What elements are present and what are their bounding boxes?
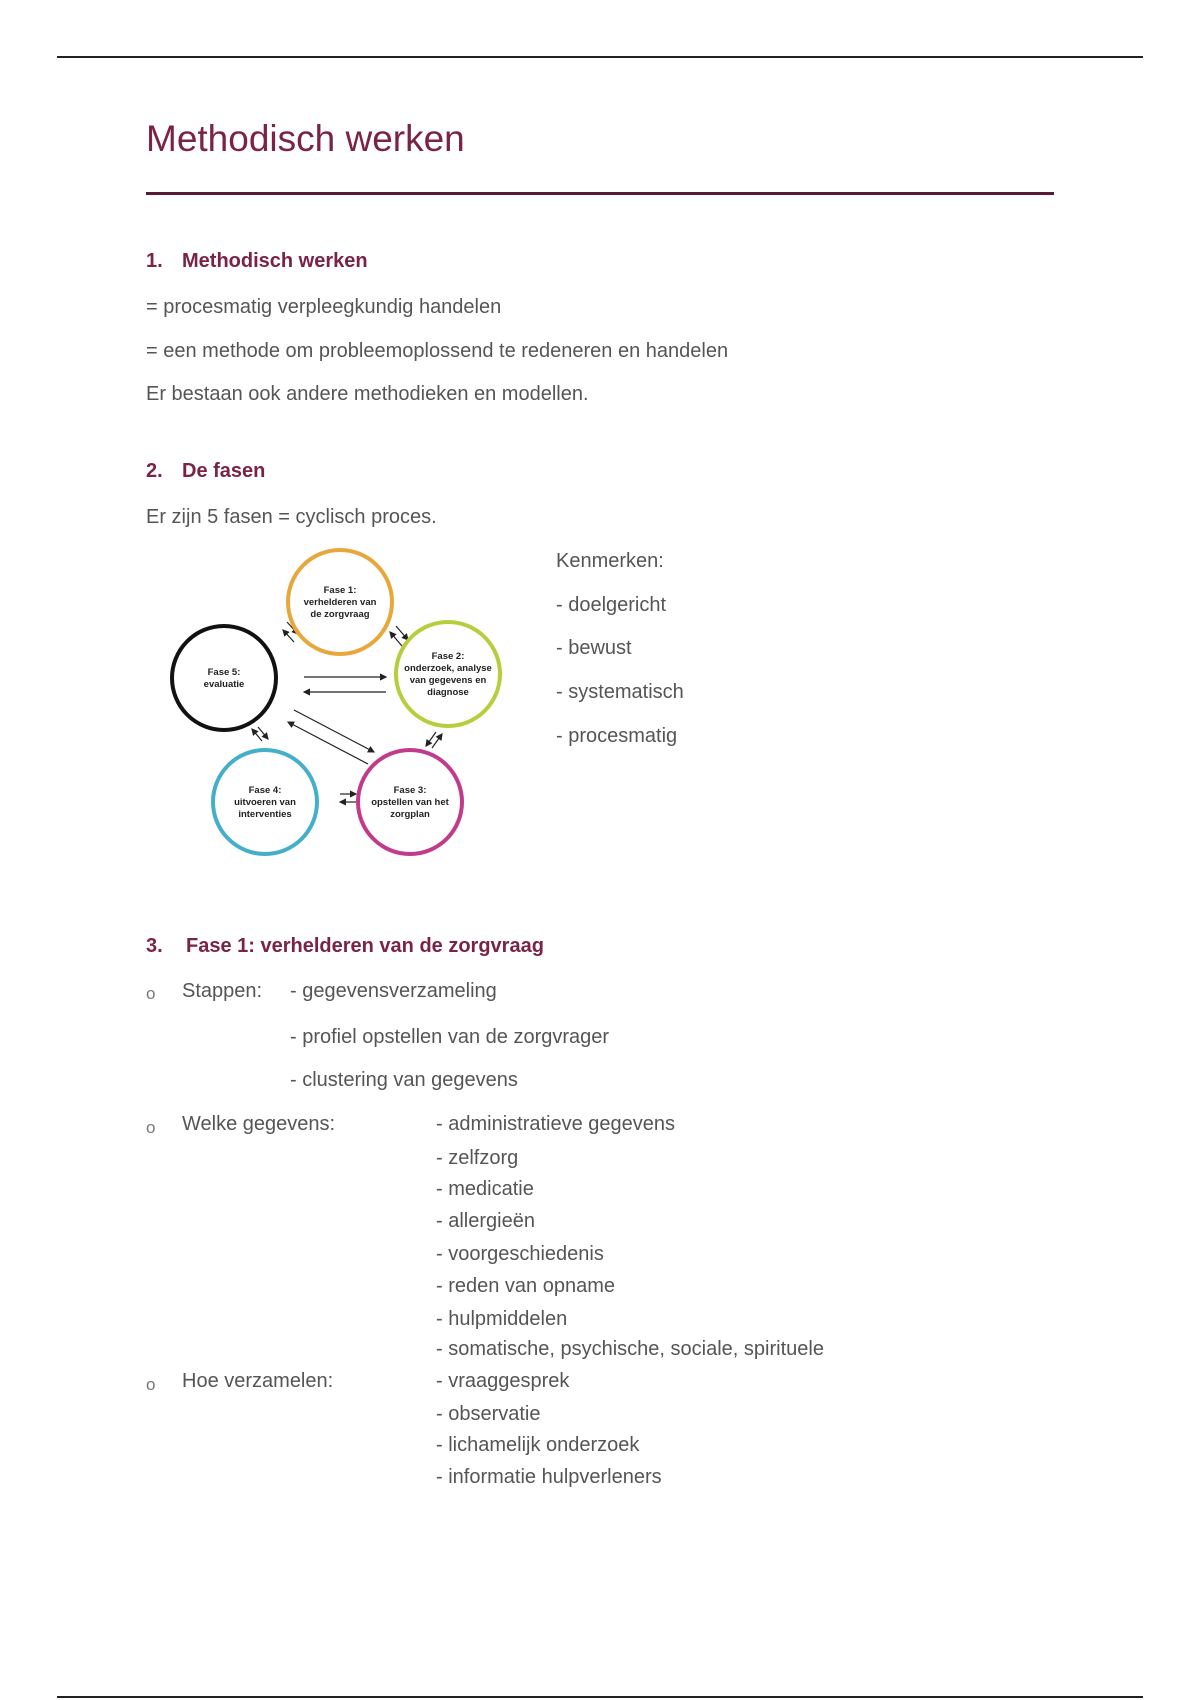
fase-2-label: diagnose (427, 687, 469, 698)
kenmerk-item: - procesmatig (556, 725, 678, 747)
section-2-title: De fasen (182, 460, 266, 482)
section-1-heading (146, 250, 368, 273)
arrow-1-to-2 (396, 626, 408, 640)
stappen-item: - gegevensverzameling (290, 980, 497, 1002)
verzamelen-item: - observatie (436, 1403, 541, 1425)
bullet-stappen: o (146, 984, 156, 1003)
fase-2-circle (396, 622, 500, 726)
gegevens-item: - administratieve gegevens (436, 1113, 676, 1135)
kenmerk-item: - bewust (556, 637, 632, 659)
section-1-title: Methodisch werken (182, 250, 368, 272)
title-underline (146, 192, 1054, 195)
label-stappen: Stappen: (182, 980, 263, 1002)
section-3-number: 3. (146, 935, 163, 957)
section-2-heading (146, 460, 265, 483)
fase-3-label: Fase 3: (393, 785, 427, 796)
verzamelen-item: - vraaggesprek (436, 1370, 570, 1392)
section-1-line-2: = een methode om probleemoplossend te redeneren en handelen (146, 340, 729, 362)
fase-1-label: de zorgvraag (310, 609, 370, 620)
gegevens-item: - zelfzorg (436, 1147, 519, 1169)
fase-2-label: van gegevens en (409, 675, 487, 686)
gegevens-item: - allergieën (436, 1210, 535, 1232)
section-2-intro: Er zijn 5 fasen = cyclisch proces. (146, 506, 437, 528)
fase-2-node (396, 622, 500, 726)
section-1-line-1: = procesmatig verpleegkundig handelen (146, 296, 502, 318)
fase-1-label: verhelderen van (303, 597, 377, 608)
fase-5-circle (172, 626, 276, 730)
bullet-welke-gegevens: o (146, 1118, 156, 1137)
kenmerk-item: - doelgericht (556, 594, 667, 616)
fase-4-label: Fase 4: (248, 785, 282, 796)
section-2-number: 2. (146, 460, 163, 482)
fase-2-label: onderzoek, analyse (404, 663, 492, 674)
fase-3-label: opstellen van het (371, 797, 449, 808)
bullet-hoe-verzamelen: o (146, 1375, 156, 1394)
label-hoe-verzamelen: Hoe verzamelen: (182, 1370, 334, 1392)
fase-1-node (288, 550, 392, 654)
footer-rule (57, 1696, 1143, 1698)
fase-5-label: Fase 5: (207, 667, 241, 678)
stappen-item: - profiel opstellen van de zorgvrager (290, 1026, 610, 1048)
kenmerk-item: - systematisch (556, 681, 684, 703)
fase-1-label: Fase 1: (323, 585, 357, 596)
fase-4-node (213, 750, 317, 854)
section-1-line-3: Er bestaan ook andere methodieken en modellen. (146, 383, 589, 405)
verzamelen-item: - informatie hulpverleners (436, 1466, 662, 1488)
page-title: Methodisch werken (146, 118, 465, 159)
fase-4-label: uitvoeren van (234, 797, 296, 808)
gegevens-item: - somatische, psychische, sociale, spirituele (436, 1338, 824, 1360)
gegevens-item: - hulpmiddelen (436, 1308, 568, 1330)
phases-cycle-diagram (146, 542, 526, 862)
fase-3-node (358, 750, 462, 854)
stappen-item: - clustering van gegevens (290, 1069, 518, 1091)
arrow-2-to-1 (390, 632, 402, 646)
header-rule (57, 56, 1143, 58)
arrow-5-to-1 (283, 630, 294, 642)
fase-4-label: interventies (238, 809, 292, 820)
fase-2-label: Fase 2: (431, 651, 465, 662)
gegevens-item: - reden van opname (436, 1275, 616, 1297)
verzamelen-item: - lichamelijk onderzoek (436, 1434, 640, 1456)
label-welke-gegevens: Welke gegevens: (182, 1113, 336, 1135)
section-1-number: 1. (146, 250, 163, 272)
fase-5-node (172, 626, 276, 730)
kenmerken-title: Kenmerken: (556, 550, 664, 572)
fase-3-label: zorgplan (390, 809, 430, 820)
section-3-heading (146, 935, 544, 958)
gegevens-item: - voorgeschiedenis (436, 1243, 604, 1265)
fase-5-label: evaluatie (203, 679, 245, 690)
section-3-title: Fase 1: verhelderen van de zorgvraag (186, 935, 544, 957)
gegevens-item: - medicatie (436, 1178, 534, 1200)
